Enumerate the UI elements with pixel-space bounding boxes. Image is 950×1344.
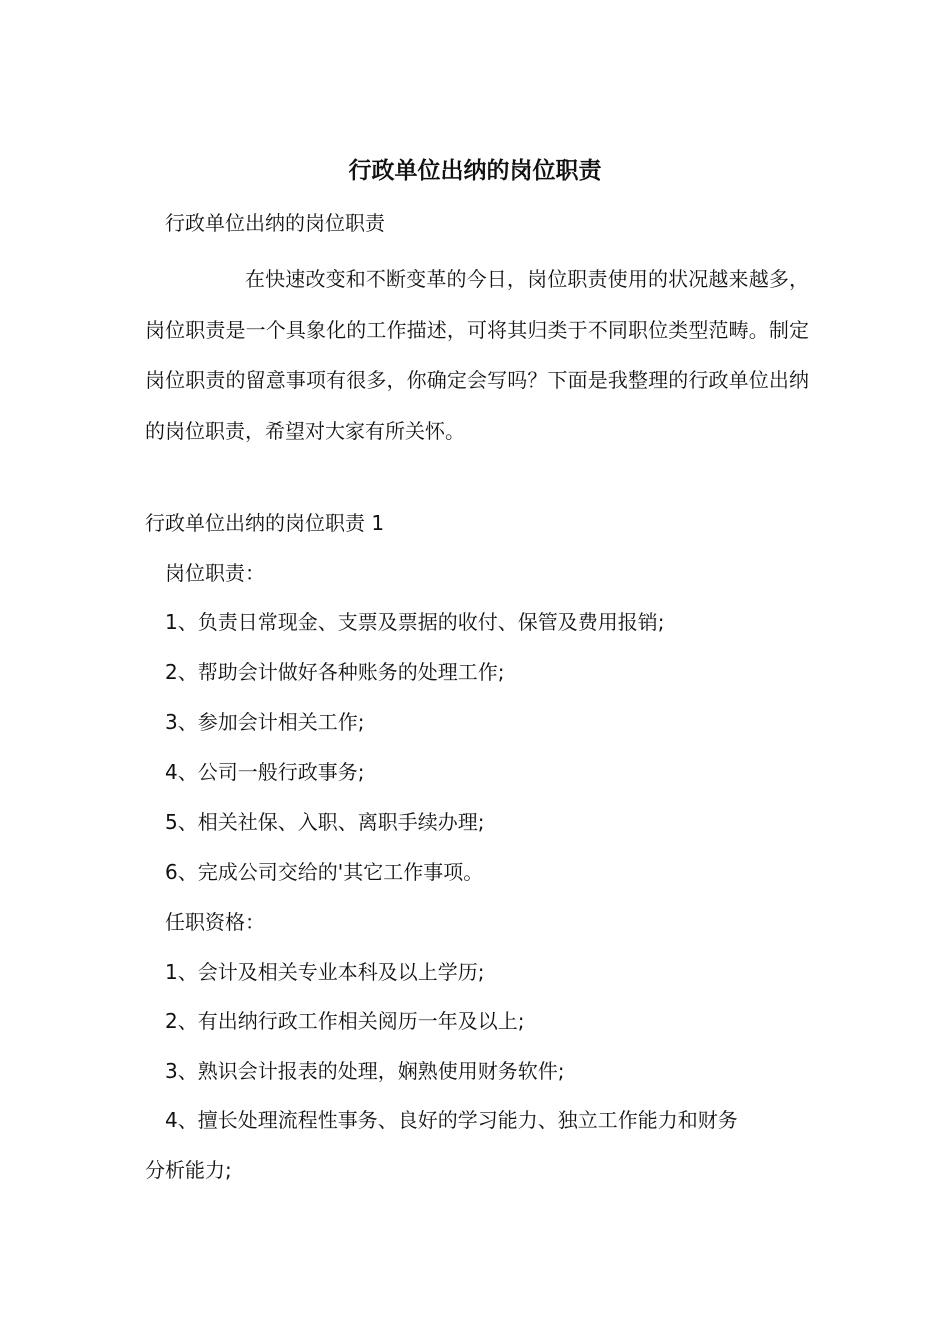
list-item: 1、会计及相关专业本科及以上学历; — [165, 960, 485, 984]
list-item: 4、擅长处理流程性事务、良好的学习能力、独立工作能力和财务 — [165, 1108, 738, 1132]
duties-label: 岗位职责： — [165, 561, 265, 585]
list-item: 2、有出纳行政工作相关阅历一年及以上; — [165, 1009, 525, 1033]
document-title: 行政单位出纳的岗位职责 — [348, 158, 602, 184]
list-item: 3、熟识会计报表的处理，娴熟使用财务软件; — [165, 1059, 565, 1083]
section-heading: 行政单位出纳的岗位职责 1 — [145, 511, 385, 535]
list-item: 1、负责日常现金、支票及票据的收付、保管及费用报销; — [165, 610, 665, 634]
list-item: 5、相关社保、入职、离职手续办理; — [165, 810, 485, 834]
intro-paragraph: 在快速改变和不断变革的今日，岗位职责使用的状况越来越多，岗位职责是一个具象化的工作描述，可将其归类于不同职位类型范畴。制定岗位职责的留意事项有很多，你确定会写吗？下面是我整理的行政单位出纳的岗位职责，希望对大家有所关怀。 — [145, 267, 809, 443]
list-item: 6、完成公司交给的'其它工作事项。 — [165, 860, 484, 884]
list-item: 3、参加会计相关工作; — [165, 710, 365, 734]
qualifications-label: 任职资格： — [165, 910, 265, 934]
list-item-continuation: 分析能力; — [145, 1158, 232, 1182]
document-subtitle: 行政单位出纳的岗位职责 — [165, 211, 385, 235]
list-item: 4、公司一般行政事务; — [165, 760, 365, 784]
list-item: 2、帮助会计做好各种账务的处理工作; — [165, 660, 505, 684]
